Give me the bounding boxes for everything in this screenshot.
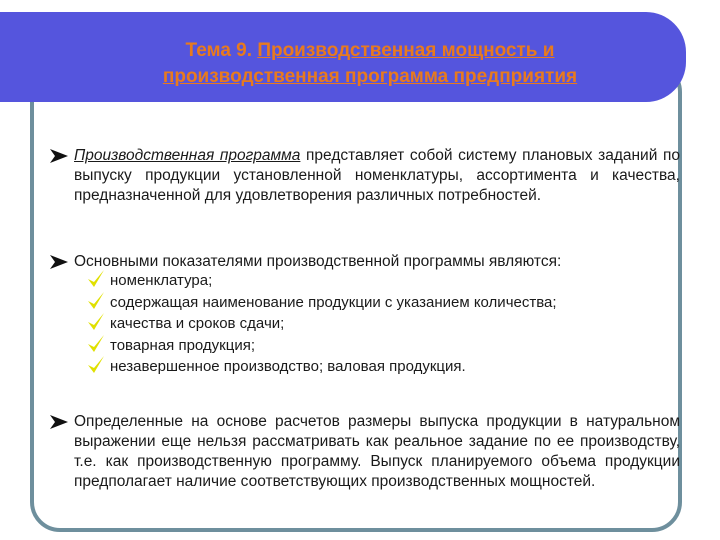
title-topic-line-2: производственная программа предприятия (162, 66, 578, 87)
slide-title (70, 38, 670, 90)
checkmark-icon (86, 354, 106, 376)
paragraph-indicators (48, 252, 680, 272)
arrow-bullet-icon (48, 413, 70, 431)
list-item-text: товарная продукция; (110, 336, 255, 354)
definition-term: Производственная программа (74, 147, 301, 164)
list-item-text: качества и сроков сдачи; (110, 315, 285, 332)
definition-body: представляет собой систему плановых заданий по выпуску продукции установленной номенклатуры, ассортимента и качества, предназначенной для удовлетворения различных потребностей. (74, 147, 681, 204)
arrow-bullet-icon (48, 253, 70, 271)
title-line-1 (70, 38, 670, 64)
title-prefix: Тема 9. (185, 40, 253, 61)
checkmark-icon (86, 290, 106, 312)
list-item (86, 356, 646, 378)
paragraph-definition-text (48, 146, 680, 206)
list-item-text: содержащая наименование продукции с указанием количества; (110, 293, 557, 311)
list-item (86, 292, 646, 314)
paragraph-definition (48, 146, 680, 206)
paragraph-indicators-text: Основными показателями производственной программы являются: (74, 253, 562, 270)
title-topic-line-1: Производственная мощность и (257, 40, 555, 61)
checkmark-icon (86, 268, 106, 290)
indicator-list (86, 270, 646, 378)
checkmark-icon (86, 333, 106, 355)
list-item (86, 270, 646, 292)
checkmark-icon (86, 311, 106, 333)
list-item (86, 313, 646, 335)
list-item-text: номенклатура; (110, 272, 213, 289)
list-item (86, 335, 646, 357)
paragraph-conclusion (48, 412, 680, 492)
arrow-bullet-icon (48, 147, 70, 165)
list-item-text: незавершенное производство; валовая продукция. (110, 358, 466, 375)
paragraph-conclusion-text: Определенные на основе расчетов размеры выпуска продукции в натуральном выражении еще нельзя рассматривать как реальное задание по ее производству, т.е. как производственную программу. Выпуск планируемого объема продукции предполагает наличие соответствующих производственных мощностей. (74, 413, 680, 490)
